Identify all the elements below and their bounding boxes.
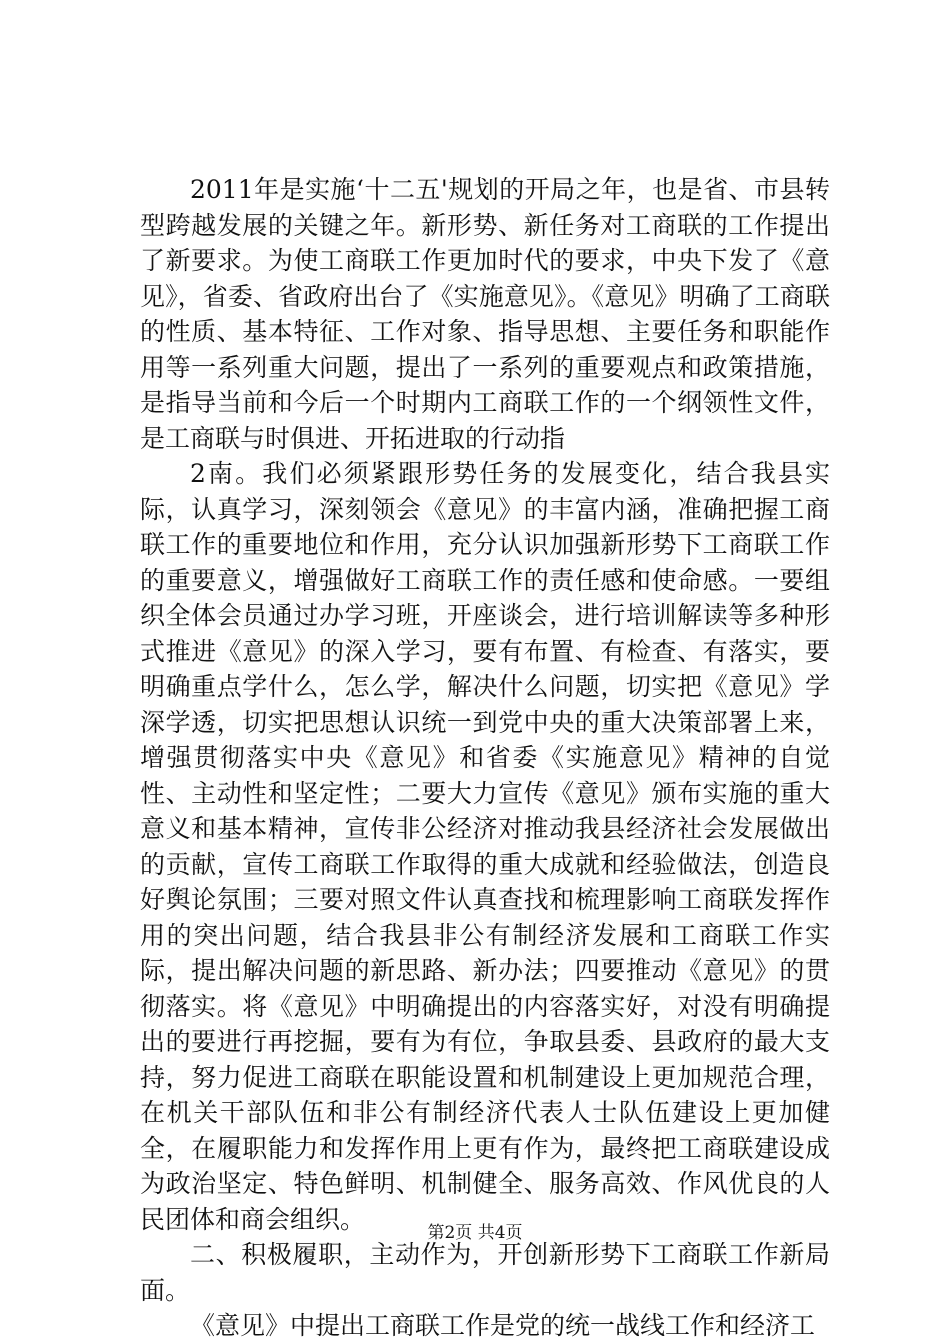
- page-footer: 第2页 共4页: [427, 1223, 523, 1243]
- paragraph-study: 2南。我们必须紧跟形势任务的发展变化，结合我县实际，认真学习，深刻领会《意见》的丰富内涵，准确把握工商联工作的重要地位和作用，充分认识加强新形势下工商联工作的重要意义，增强做好工商联工作的责任感和使命感。一要组织全体会员通过办学习班，开座谈会，进行培训解读等多种形式推进《意见》的深入学习，要有布置、有检查、有落实，要明确重点学什么，怎么学，解决什么问题，切实把《意见》学深学透，切实把思想认识统一到党中央的重大决策部署上来，增强贯彻落实中央《意见》和省委《实施意见》精神的自觉性、主动性和坚定性；二要大力宣传《意见》颁布实施的重大意义和基本精神，宣传非公经济对推动我县经济社会发展做出的贡献，宣传工商联工作取得的重大成就和经验做法，创造良好舆论氛围；三要对照文件认真查找和梳理影响工商联发挥作用的突出问题，结合我县非公有制经济发展和工商联工作实际，提出解决问题的新思路、新办法；四要推动《意见》的贯彻落实。将《意见》中明确提出的内容落实好，对没有明确提出的要进行再挖掘，要有为有位，争取县委、县政府的最大支持，努力促进工商联在职能设置和机制建设上更加规范合理，在机关干部队伍和非公有制经济代表人士队伍建设上更加健全，在履职能力和发挥作用上更有作为，最终把工商联建设成为政治坚定、特色鲜明、机制健全、服务高效、作风优良的人民团体和商会组织。: [140, 459, 830, 1234]
- paragraph-section-2: 《意见》中提出工商联工作是党的统一战线工作和经济工: [190, 1311, 816, 1340]
- paragraph-intro: 2011年是实施‘十二五'规划的开局之年，也是省、市县转型跨越发展的关键之年。新形势、新任务对工商联的工作提出了新要求。为使工商联工作更加时代的要求，中央下发了《意见》，省委、省政府出台了《实施意见》。《意见》明确了工商联的性质、基本特征、工作对象、指导思想、主要任务和职能作用等一系列重大问题，提出了一系列的重要观点和政策措施，是指导当前和今后一个时期内工商联工作的一个纲领性文件，是工商联与时俱进、开拓进取的行动指: [140, 175, 830, 453]
- section-heading-2: 二、积极履职，主动作为，开创新形势下工商联工作新局面。: [140, 1240, 830, 1305]
- document-body: [140, 172, 830, 1344]
